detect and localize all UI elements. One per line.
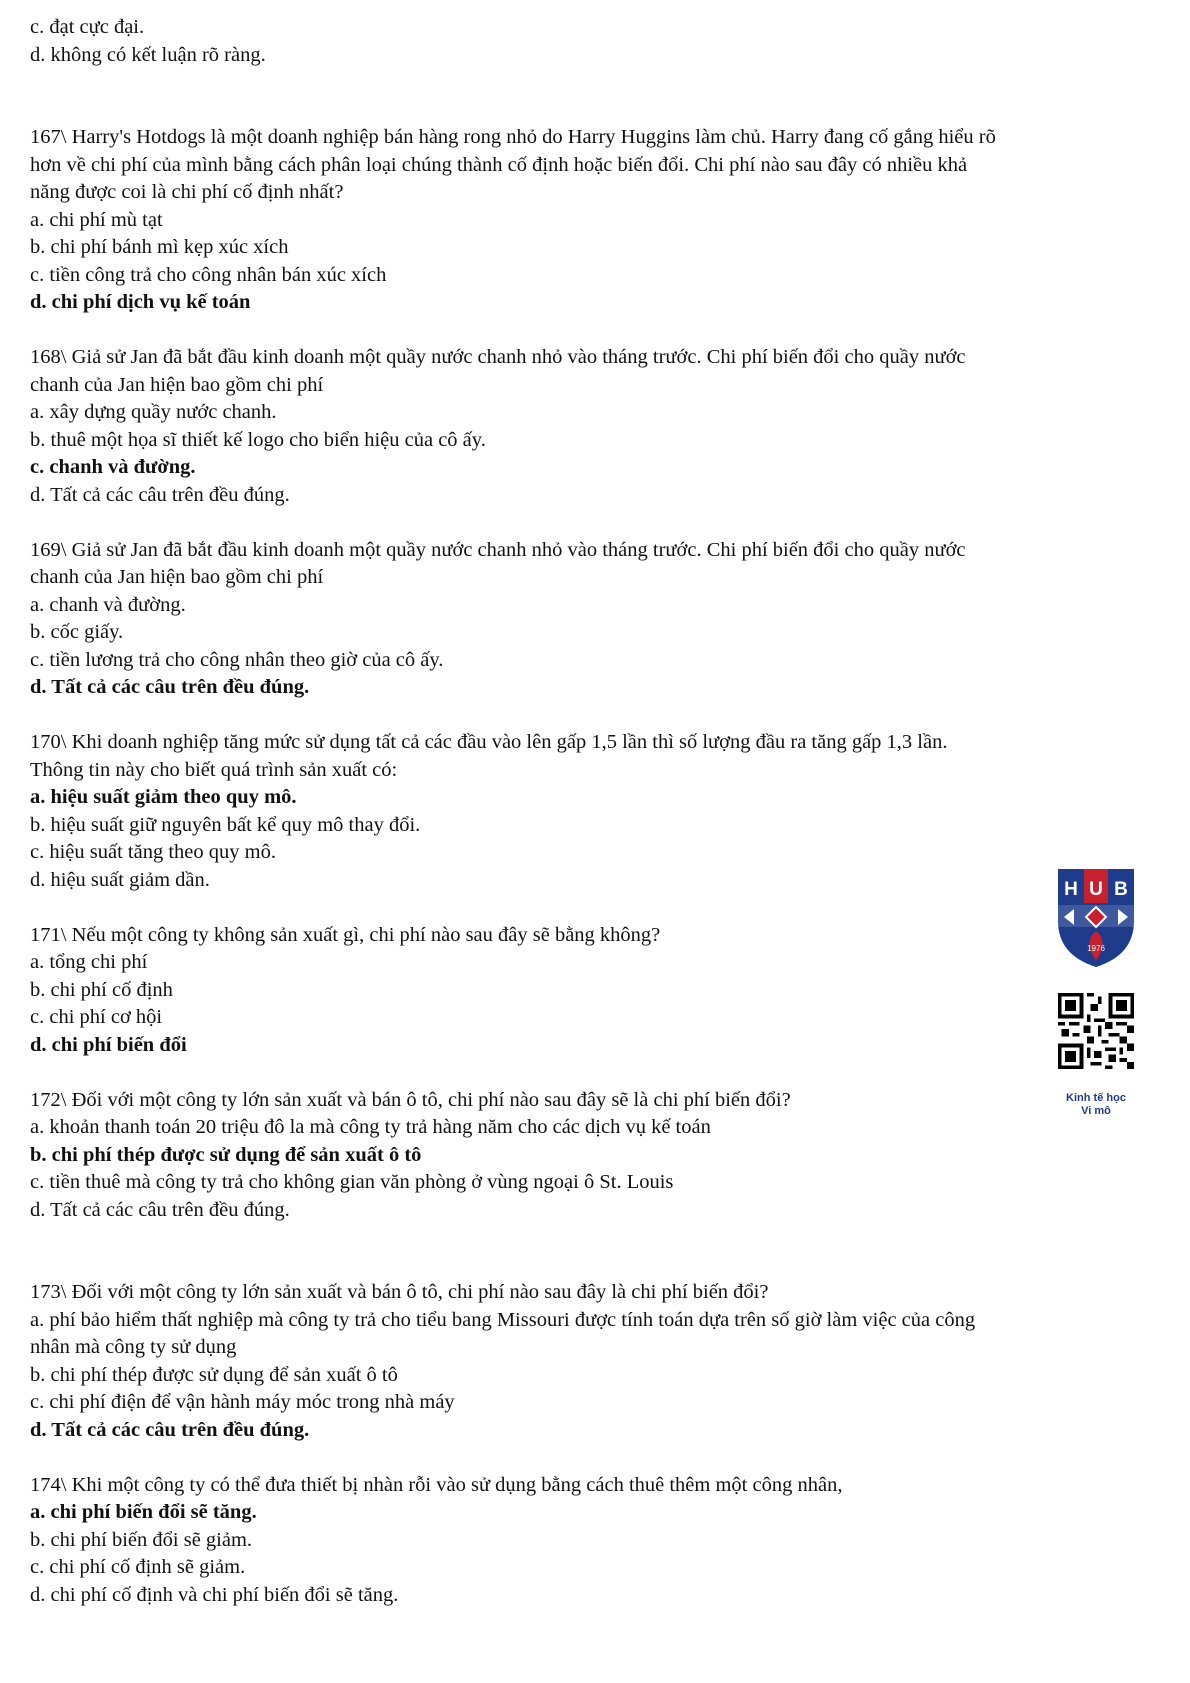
option-a: a. chanh và đường. [30, 593, 186, 616]
question-text: 173\ Đối với một công ty lớn sản xuất và bán ô tô, chi phí nào sau đây là chi phí biến đổi? [30, 1281, 769, 1303]
logo-caption-line2: Vi mô [1081, 1105, 1111, 1117]
option-a-answer: a. chi phí biến đổi sẽ tăng. [30, 1501, 257, 1523]
option-a-answer: a. hiệu suất giảm theo quy mô. [30, 786, 297, 808]
option-line: d. không có kết luận rõ ràng. [30, 43, 266, 66]
hub-logo [1050, 865, 1142, 1135]
option-b: b. hiệu suất giữ nguyên bất kể quy mô thay đổi. [30, 813, 421, 836]
option-c-answer: c. chanh và đường. [30, 456, 196, 478]
option-c: c. tiền lương trả cho công nhân theo giờ của cô ấy. [30, 648, 444, 671]
option-d: d. chi phí cố định và chi phí biến đổi sẽ tăng. [30, 1583, 399, 1606]
option-d-answer: d. Tất cả các câu trên đều đúng. [30, 676, 310, 698]
option-c: c. tiền thuê mà công ty trả cho không gian văn phòng ở vùng ngoại ô St. Louis [30, 1171, 674, 1193]
question-text: năng được coi là chi phí cố định nhất? [30, 181, 344, 203]
option-a: a. khoản thanh toán 20 triệu đô la mà công ty trả hàng năm cho các dịch vụ kế toán [30, 1116, 711, 1138]
hub-shield-icon [1054, 865, 1138, 969]
question-167 [30, 124, 1165, 317]
question-171 [30, 922, 1165, 1060]
option-a: a. xây dựng quầy nước chanh. [30, 401, 277, 423]
option-c: c. tiền công trả cho công nhân bán xúc xích [30, 263, 387, 286]
logo-letter-h: H [1064, 879, 1078, 900]
question-169 [30, 537, 1165, 702]
option-b-answer: b. chi phí thép được sử dụng để sản xuất ô tô [30, 1143, 422, 1166]
option-b: b. chi phí cố định [30, 978, 173, 1001]
option-b: b. chi phí thép được sử dụng để sản xuất ô tô [30, 1363, 398, 1386]
option-d: d. Tất cả các câu trên đều đúng. [30, 483, 290, 506]
option-c: c. hiệu suất tăng theo quy mô. [30, 841, 276, 863]
logo-letter-b: B [1114, 879, 1128, 900]
option-d-answer: d. chi phí dịch vụ kế toán [30, 291, 251, 313]
logo-letter-u: U [1089, 879, 1103, 900]
question-text: 169\ Giả sử Jan đã bắt đầu kinh doanh một quầy nước chanh nhỏ vào tháng trước. Chi phí biến đổi cho quầy nước [30, 538, 966, 561]
question-text: Thông tin này cho biết quá trình sản xuất có: [30, 758, 398, 781]
question-text: chanh của Jan hiện bao gồm chi phí [30, 566, 324, 588]
option-c: c. chi phí điện để vận hành máy móc trong nhà máy [30, 1391, 455, 1413]
option-d: d. Tất cả các câu trên đều đúng. [30, 1198, 290, 1221]
option-d-answer: d. Tất cả các câu trên đều đúng. [30, 1418, 310, 1441]
option-c: c. chi phí cơ hội [30, 1006, 163, 1028]
logo-caption-line1: Kinh tế học [1066, 1092, 1126, 1104]
question-168 [30, 344, 1165, 509]
option-a: a. phí bảo hiểm thất nghiệp mà công ty trả cho tiểu bang Missouri được tính toán dựa trên số giờ làm việc của công [30, 1308, 976, 1331]
qr-code-icon [1058, 993, 1134, 1069]
question-text: hơn về chi phí của mình bằng cách phân loại chúng thành cố định hoặc biến đổi. Chi phí nào sau đây có nhiều khả [30, 153, 968, 176]
option-b: b. chi phí biến đổi sẽ giảm. [30, 1528, 253, 1551]
quiz-page [30, 14, 1165, 1609]
option-line: c. đạt cực đại. [30, 16, 145, 38]
question-172 [30, 1087, 1165, 1225]
question-text: chanh của Jan hiện bao gồm chi phí [30, 373, 324, 396]
option-a-continued: nhân mà công ty sử dụng [30, 1336, 237, 1358]
question-173 [30, 1279, 1165, 1444]
option-b: b. cốc giấy. [30, 621, 124, 643]
question-text: 172\ Đối với một công ty lớn sản xuất và bán ô tô, chi phí nào sau đây sẽ là chi phí biến đổi? [30, 1088, 791, 1111]
option-a: a. tổng chi phí [30, 951, 148, 973]
question-text: 167\ Harry's Hotdogs là một doanh nghiệp bán hàng rong nhỏ do Harry Huggins làm chủ. Harry đang cố gắng hiểu rõ [30, 126, 996, 148]
question-text: 174\ Khi một công ty có thể đưa thiết bị nhàn rỗi vào sử dụng bằng cách thuê thêm một công nhân, [30, 1473, 843, 1496]
question-text: 171\ Nếu một công ty không sản xuất gì, chi phí nào sau đây sẽ bằng không? [30, 923, 661, 946]
option-c: c. chi phí cố định sẽ giảm. [30, 1556, 246, 1578]
option-d-answer: d. chi phí biến đổi [30, 1033, 187, 1056]
option-b: b. thuê một họa sĩ thiết kế logo cho biển hiệu của cô ấy. [30, 428, 486, 451]
logo-caption [1050, 1092, 1142, 1118]
option-b: b. chi phí bánh mì kẹp xúc xích [30, 236, 289, 258]
option-a: a. chi phí mù tạt [30, 208, 163, 231]
logo-year: 1976 [1087, 944, 1105, 953]
question-170 [30, 729, 1165, 894]
question-174 [30, 1472, 1165, 1610]
question-text: 168\ Giả sử Jan đã bắt đầu kinh doanh một quầy nước chanh nhỏ vào tháng trước. Chi phí biến đổi cho quầy nước [30, 346, 966, 368]
option-d: d. hiệu suất giảm dần. [30, 868, 210, 891]
question-text: 170\ Khi doanh nghiệp tăng mức sử dụng tất cả các đầu vào lên gấp 1,5 lần thì số lượng đầu ra tăng gấp 1,3 lần. [30, 731, 948, 753]
